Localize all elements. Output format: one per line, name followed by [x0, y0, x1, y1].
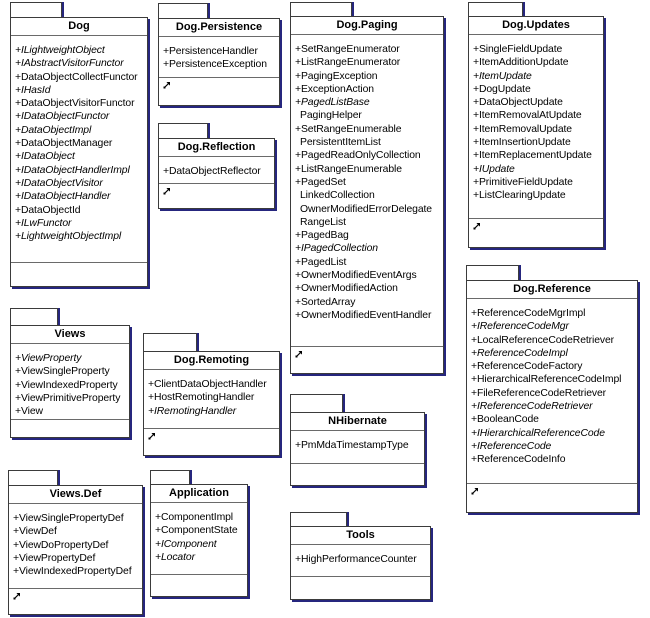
member-item: +IDataObjectFunctor: [15, 111, 110, 123]
package-tab: [143, 333, 197, 352]
package-paging[interactable]: [290, 2, 447, 377]
package-bottom-compartment: [467, 483, 637, 512]
member-item: +ViewIndexedProperty: [15, 379, 118, 391]
package-title: Dog.Reflection: [159, 139, 274, 157]
member-item: +SetRangeEnumerator: [295, 44, 400, 55]
member-item: +ItemAdditionUpdate: [473, 57, 569, 69]
member-item: +IHierarchicalReferenceCode: [471, 427, 605, 439]
member-item: +PagedList: [295, 256, 347, 268]
package-bottom-compartment: [291, 463, 424, 485]
member-item: +ViewDef: [13, 526, 57, 538]
expand-arrow-icon: [148, 432, 156, 440]
package-body: [290, 412, 425, 486]
package-remoting[interactable]: [143, 333, 283, 459]
member-item: +HierarchicalReferenceCodeImpl: [471, 374, 622, 386]
package-title: Dog.Persistence: [159, 19, 279, 37]
member-item: +HighPerformanceCounter: [295, 554, 417, 565]
member-item: +ItemUpdate: [473, 70, 532, 82]
member-item: +IDataObjectVisitor: [15, 177, 103, 189]
member-item: +PersistenceException: [163, 59, 267, 71]
package-tab: [8, 470, 58, 486]
member-item: +ILightweightObject: [15, 45, 105, 56]
member-item: +PagedListBase: [295, 97, 370, 109]
member-item: +PrimitiveFieldUpdate: [473, 176, 573, 188]
member-item: +ListClearingUpdate: [473, 190, 566, 202]
package-bottom-compartment: [144, 428, 279, 455]
member-item: PagingHelper: [300, 110, 362, 122]
member-item: +HostRemotingHandler: [148, 392, 255, 404]
member-item: +DataObjectReflector: [163, 166, 261, 177]
package-tab: [158, 123, 208, 139]
member-item: +LightweightObjectImpl: [15, 231, 122, 243]
package-nhibernate[interactable]: [290, 394, 428, 489]
member-item: +PagedReadOnlyCollection: [295, 150, 421, 162]
member-item: +IDataObject: [15, 151, 75, 163]
package-body: [10, 17, 148, 287]
package-viewsdef[interactable]: [8, 470, 146, 618]
member-item: +ReferenceCodeImpl: [471, 347, 568, 359]
member-item: +ViewIndexedPropertyDef: [13, 566, 132, 578]
member-item: +PmMdaTimestampType: [295, 440, 409, 451]
package-tab: [10, 308, 58, 326]
member-item: RangeList: [300, 216, 346, 228]
member-item: +IDataObjectHandlerImpl: [15, 164, 130, 176]
package-members: [11, 344, 129, 419]
package-members: [9, 504, 142, 588]
package-title: Application: [151, 485, 247, 503]
package-members: [467, 299, 637, 483]
package-tab: [466, 265, 519, 281]
member-item: +ViewSinglePropertyDef: [13, 513, 124, 524]
member-item: +IUpdate: [473, 163, 515, 175]
member-item: +PersistenceHandler: [163, 46, 258, 57]
package-body: [158, 138, 275, 209]
package-application[interactable]: [150, 470, 251, 600]
package-tab: [10, 2, 62, 18]
package-title: Dog.Updates: [469, 17, 603, 35]
member-item: +ViewDoPropertyDef: [13, 539, 109, 551]
member-item: +IDataObjectHandler: [15, 191, 111, 203]
member-item: +ReferenceCodeMgrImpl: [471, 308, 586, 319]
member-item: +ReferenceCodeInfo: [471, 454, 566, 466]
member-item: +DataObjectCollectFunctor: [15, 71, 138, 83]
member-item: +IReferenceCode: [471, 440, 552, 452]
member-item: OwnerModifiedErrorDelegate: [300, 203, 432, 215]
package-body: [290, 16, 444, 374]
package-bottom-compartment: [159, 183, 274, 208]
member-item: +IRemotingHandler: [148, 405, 237, 417]
package-dog[interactable]: [10, 2, 151, 290]
member-item: +PagedSet: [295, 176, 346, 188]
package-updates[interactable]: [468, 2, 607, 251]
member-item: +SetRangeEnumerable: [295, 123, 402, 135]
member-item: +IAbstractVisitorFunctor: [15, 58, 124, 70]
member-item: +DataObjectId: [15, 204, 81, 216]
member-item: +DogUpdate: [473, 83, 531, 95]
member-item: +ViewSingleProperty: [15, 366, 110, 378]
member-item: +DataObjectImpl: [15, 124, 92, 136]
member-item: +DataObjectUpdate: [473, 97, 563, 109]
member-item: +SortedArray: [295, 296, 356, 308]
package-bottom-compartment: [11, 262, 147, 286]
member-item: +ListRangeEnumerable: [295, 163, 402, 175]
package-members: [159, 37, 279, 77]
member-item: +IPagedCollection: [295, 243, 378, 255]
member-item: +ViewPropertyDef: [13, 552, 96, 564]
package-title: NHibernate: [291, 413, 424, 431]
package-persistence[interactable]: [158, 3, 283, 109]
package-members: [291, 545, 430, 576]
package-title: Dog.Reference: [467, 281, 637, 299]
package-bottom-compartment: [291, 346, 443, 373]
package-title: Dog.Remoting: [144, 352, 279, 370]
package-members: [291, 35, 443, 346]
member-item: +IReferenceCodeMgr: [471, 321, 569, 333]
package-tab: [158, 3, 208, 19]
member-item: +Locator: [155, 551, 195, 563]
package-bottom-compartment: [11, 419, 129, 437]
package-body: [466, 280, 638, 513]
package-reflection[interactable]: [158, 123, 278, 212]
package-members: [159, 157, 274, 183]
package-views[interactable]: [10, 308, 133, 441]
package-body: [158, 18, 280, 106]
member-item: +ComponentState: [155, 525, 238, 537]
expand-arrow-icon: [473, 222, 481, 230]
member-item: +ItemRemovalUpdate: [473, 123, 572, 135]
member-item: +LocalReferenceCodeRetriever: [471, 334, 615, 346]
member-item: LinkedCollection: [300, 190, 375, 202]
package-tab: [150, 470, 190, 485]
member-item: +OwnerModifiedAction: [295, 283, 398, 295]
member-item: +OwnerModifiedEventArgs: [295, 270, 417, 282]
package-body: [10, 325, 130, 438]
member-item: +PagedBag: [295, 230, 349, 242]
member-item: +FileReferenceCodeRetriever: [471, 387, 607, 399]
package-members: [151, 503, 247, 574]
member-item: +IReferenceCodeRetriever: [471, 401, 593, 413]
member-item: +IHasId: [15, 84, 51, 96]
package-tab: [290, 394, 343, 413]
member-item: +ClientDataObjectHandler: [148, 379, 267, 390]
member-item: +ExceptionAction: [295, 83, 374, 95]
expand-arrow-icon: [13, 592, 21, 600]
package-body: [290, 526, 431, 600]
package-title: Dog.Paging: [291, 17, 443, 35]
member-item: +ListRangeEnumerator: [295, 57, 401, 69]
package-body: [468, 16, 604, 248]
package-tab: [290, 2, 352, 17]
member-item: +DataObjectVisitorFunctor: [15, 98, 135, 110]
member-item: +ViewProperty: [15, 353, 82, 364]
package-members: [144, 370, 279, 428]
member-item: +ItemInsertionUpdate: [473, 137, 571, 149]
member-item: +View: [15, 406, 43, 418]
package-tools[interactable]: [290, 512, 434, 603]
package-bottom-compartment: [291, 576, 430, 599]
package-members: [11, 36, 147, 262]
package-bottom-compartment: [151, 574, 247, 596]
package-members: [469, 35, 603, 218]
package-bottom-compartment: [9, 588, 142, 614]
member-item: +ComponentImpl: [155, 512, 234, 523]
package-title: Views.Def: [9, 486, 142, 504]
package-title: Views: [11, 326, 129, 344]
expand-arrow-icon: [471, 487, 479, 495]
member-item: +ItemReplacementUpdate: [473, 150, 592, 162]
package-tab: [290, 512, 347, 527]
package-body: [143, 351, 280, 456]
package-bottom-compartment: [469, 218, 603, 247]
package-body: [8, 485, 143, 615]
package-body: [150, 484, 248, 597]
package-title: Dog: [11, 18, 147, 36]
member-item: +PagingException: [295, 70, 378, 82]
member-item: +ViewPrimitiveProperty: [15, 392, 121, 404]
expand-arrow-icon: [295, 350, 303, 358]
package-bottom-compartment: [159, 77, 279, 105]
member-item: +DataObjectManager: [15, 138, 113, 150]
package-members: [291, 431, 424, 463]
expand-arrow-icon: [163, 187, 171, 195]
member-item: PersistentItemList: [300, 137, 381, 149]
member-item: +IComponent: [155, 538, 217, 550]
member-item: +ItemRemovalAtUpdate: [473, 110, 582, 122]
package-reference[interactable]: [466, 265, 641, 516]
package-title: Tools: [291, 527, 430, 545]
member-item: +ILwFunctor: [15, 217, 72, 229]
member-item: +ReferenceCodeFactory: [471, 361, 583, 373]
expand-arrow-icon: [163, 81, 171, 89]
member-item: +SingleFieldUpdate: [473, 44, 563, 55]
member-item: +OwnerModifiedEventHandler: [295, 309, 432, 321]
package-tab: [468, 2, 523, 17]
member-item: +BooleanCode: [471, 414, 539, 426]
